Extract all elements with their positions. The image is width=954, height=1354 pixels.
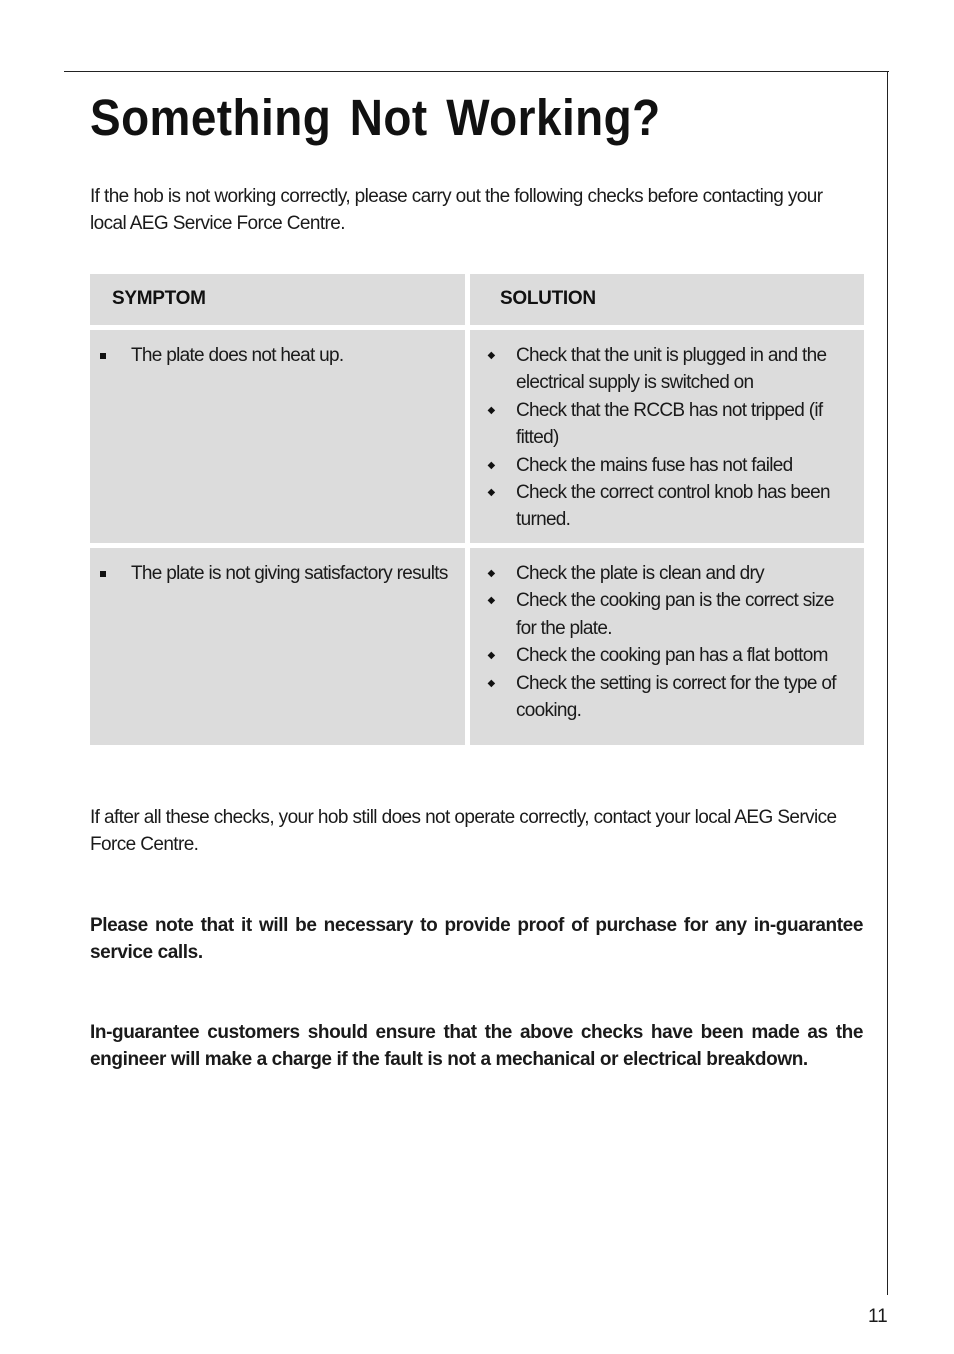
solution-text: Check the plate is clean and dry: [516, 563, 764, 584]
solution-item: [486, 587, 848, 642]
solution-text: Check the cooking pan is the correct size for the plate.: [516, 590, 834, 639]
table-header-solution-cell: [470, 274, 864, 325]
symptom-text: The plate is not giving satisfactory results: [131, 563, 448, 584]
solution-item: [486, 642, 848, 669]
header-solution-label: SOLUTION: [500, 288, 596, 309]
diamond-bullet-icon: ◆: [487, 487, 495, 499]
right-rule: [887, 71, 888, 1295]
solution-text: Check the setting is correct for the type of cooking.: [516, 672, 836, 722]
solution-item: [486, 397, 848, 452]
diamond-bullet-icon: ◆: [487, 595, 495, 607]
solution-item: [486, 479, 848, 534]
diamond-bullet-icon: ◆: [487, 350, 495, 361]
symptom-text: The plate does not heat up.: [131, 345, 344, 366]
table-row-2-solution-cell: [470, 548, 864, 745]
solution-text: Check the cooking pan has a flat bottom: [516, 645, 828, 667]
engineer-charge-note: In-guarantee customers should ensure that the above checks have been made as the engineer will make a charge if the fault is not a mechanical or electrical breakdown.: [90, 1022, 863, 1070]
diamond-bullet-icon: ◆: [487, 650, 495, 662]
header-symptom-label: SYMPTOM: [112, 288, 206, 309]
symptom-item: [100, 560, 459, 587]
page-number: 11: [868, 1306, 888, 1327]
square-bullet-icon: [100, 571, 106, 577]
diamond-bullet-icon: ◆: [487, 677, 495, 689]
solution-text: Check that the unit is plugged in and the electrical supply is switched on: [516, 345, 827, 394]
solution-item: [486, 452, 848, 479]
symptom-item: [100, 342, 459, 369]
after-checks-paragraph: If after all these checks, your hob still does not operate correctly, contact your local AEG Service Force Centre.: [90, 807, 837, 855]
proof-of-purchase-note: Please note that it will be necessary to provide proof of purchase for any in-guarantee service calls.: [90, 915, 863, 963]
solution-list: [486, 560, 848, 724]
page-title: Something Not Working?: [90, 89, 661, 146]
table-row-1-symptom-cell: [90, 330, 465, 543]
solution-text: Check the mains fuse has not failed: [516, 454, 793, 476]
solution-list: [486, 342, 848, 534]
solution-item: [486, 670, 848, 725]
diamond-bullet-icon: ◆: [487, 404, 495, 416]
solution-text: Check the correct control knob has been turned.: [516, 482, 830, 531]
solution-text: Check that the RCCB has not tripped (if fitted): [516, 399, 823, 449]
table-row-2-symptom-cell: [90, 548, 465, 745]
diamond-bullet-icon: ◆: [487, 459, 495, 471]
diamond-bullet-icon: ◆: [487, 568, 495, 579]
top-rule: [64, 71, 889, 72]
table-header-symptom-cell: [90, 274, 465, 325]
square-bullet-icon: [100, 353, 106, 359]
table-row-1-solution-cell: [470, 330, 864, 543]
intro-paragraph: If the hob is not working correctly, please carry out the following checks before contacting your local AEG Service Force Centre.: [90, 186, 823, 234]
solution-item: [486, 342, 848, 397]
solution-item: [486, 560, 848, 587]
